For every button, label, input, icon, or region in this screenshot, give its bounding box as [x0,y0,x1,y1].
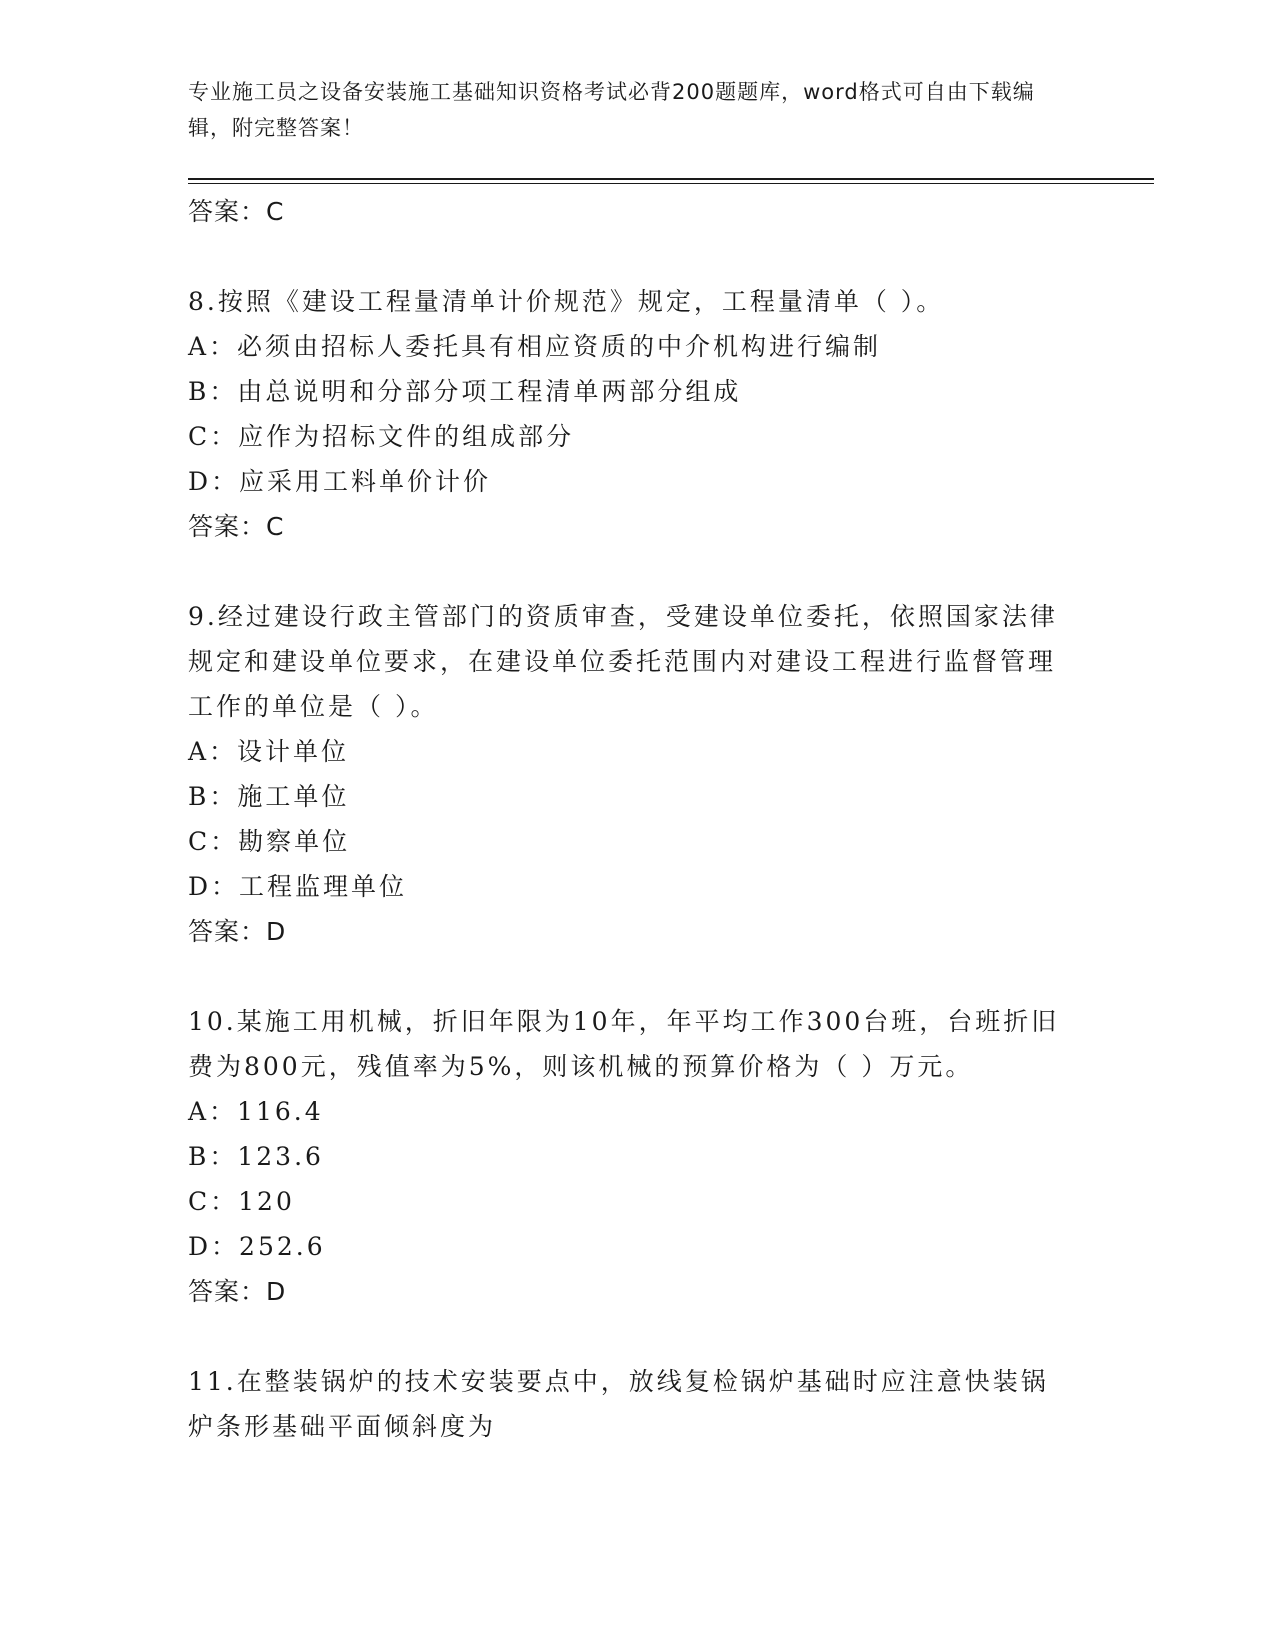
option-d: D：应采用工料单价计价 [188,467,492,496]
question-stem: 9.经过建设行政主管部门的资质审查，受建设单位委托，依照国家法律规定和建设单位要求，在建设单位委托范围内对建设工程进行监督管理工作的单位是（ ）。 [188,602,1058,721]
question-stem: 11.在整装锅炉的技术安装要点中，放线复检锅炉基础时应注意快装锅炉条形基础平面倾斜度为 [188,1367,1049,1441]
option-d: D：工程监理单位 [188,872,408,901]
spacer [188,1314,1088,1359]
option-d: D：252.6 [188,1232,326,1261]
question-stem: 10.某施工用机械，折旧年限为10年，年平均工作300台班，台班折旧费为800元，残值率为5%，则该机械的预算价格为（ ）万元。 [188,1007,1060,1081]
header-rule-thick [188,178,1154,180]
page-header: 专业施工员之设备安装施工基础知识资格考试必背200题题库，word格式可自由下载编辑，附完整答案！ [188,80,1035,140]
spacer [188,234,1088,279]
question-stem: 8.按照《建设工程量清单计价规范》规定，工程量清单（ ）。 [188,287,945,316]
answer-line: 答案：C [188,512,285,541]
answer-line: 答案：D [188,1277,287,1306]
question-block [188,594,1088,954]
answer-line: 答案：C [188,197,285,226]
option-c: C：勘察单位 [188,827,351,856]
option-a: A：116.4 [188,1097,324,1126]
spacer [188,954,1088,999]
answer-line: 答案：D [188,917,287,946]
question-block [188,1359,1088,1449]
option-a: A：设计单位 [188,737,350,766]
header-rule-thin [188,183,1154,184]
option-b: B：由总说明和分部分项工程清单两部分组成 [188,377,742,406]
question-block [188,279,1088,549]
option-b: B：123.6 [188,1142,324,1171]
document-body [188,189,1088,1449]
question-block [188,999,1088,1314]
option-b: B：施工单位 [188,782,350,811]
option-c: C：120 [188,1187,295,1216]
option-c: C：应作为招标文件的组成部分 [188,422,575,451]
spacer [188,549,1088,594]
option-a: A：必须由招标人委托具有相应资质的中介机构进行编制 [188,332,882,361]
